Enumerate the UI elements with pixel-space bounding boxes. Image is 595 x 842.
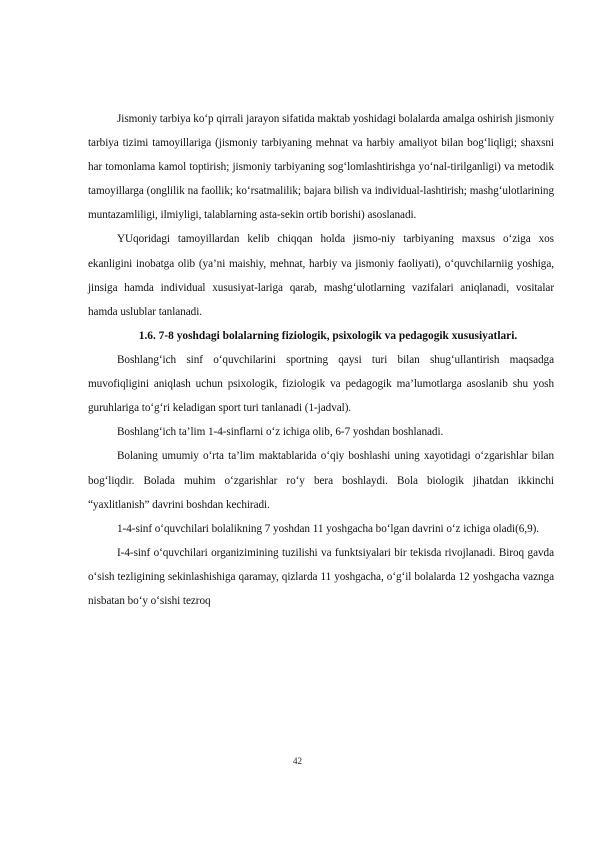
- page-number: 42: [293, 756, 302, 766]
- paragraph-6: 1-4-sinf o‘quvchilari bolalikning 7 yoshdan 11 yoshgacha bo‘lgan davrini o‘z ichiga oladi(6,9).: [117, 522, 540, 535]
- paragraph-5: Bolaning umumiy o‘rta ta’lim maktablarida o‘qiy boshlashi uning xayotidagi o‘zgarishlar bilan bog‘liqdir. Bolada muhim o‘zgarishlar ro‘y bera boshlaydi. Bola biologik jihatdan ikkinchi “yaxlitlanish” davrini boshdan kechiradi.: [88, 450, 554, 511]
- paragraph-1: Jismoniy tarbiya ko‘p qirrali jarayon sifatida maktab yoshidagi bolalarda amalga oshirish jismoniy tarbiya tizimi tamoyillariga (jismoniy tarbiyaning mehnat va harbiy amaliyot bilan bog‘liqligi; shaxsni har tomonlama kamol toptirish; jismoniy tarbiyaning sog‘lomlashtirishga yo‘nal-tirilganligi) va metodik tamoyillarga (onglilik na faollik; ko‘rsatmalilik; bajara bilish va individual-lashtirish; mashg‘ulotlarining muntazamliligi, ilmiyligi, talablarning asta-sekin ortib borishi) asoslanadi.: [88, 113, 554, 222]
- paragraph-7: I-4-sinf o‘quvchilari organizimining tuzilishi va funktsiyalari bir tekisda rivojlanadi. Biroq gavda o‘sish tezligining sekinlashishiga qaramay, qizlarda 11 yoshgacha, o‘g‘il bolalarda 12 yoshgacha vaznga nisbatan bo‘y o‘sishi tezroq: [88, 546, 554, 607]
- paragraph-2: YUqoridagi tamoyillardan kelib chiqqan holda jismo-niy tarbiyaning maxsus o‘ziga xos ekanligini inobatga olib (ya’ni maishiy, mehnat, harbiy va jismoniy faoliyati), o‘quvchilarniig yoshiga, jinsiga hamda individual xususiyat-lariga qarab, mashg‘ulotlarning vazifalari aniqlanadi, vositalar hamda uslublar tanlanadi.: [88, 233, 554, 318]
- page-body: [88, 107, 554, 613]
- paragraph-3: Boshlang‘ich sinf o‘quvchilarini sportning qaysi turi bilan shug‘ullantirish maqsadga muvofiqligini aniqlash uchun psixologik, fiziologik va pedagogik ma’lumotlarga asoslanib shu yosh guruhlariga to‘g‘ri keladigan sport turi tanlanadi (1-jadval).: [88, 354, 554, 415]
- paragraph-4: Boshlang‘ich ta’lim 1-4-sinflarni o‘z ichiga olib, 6-7 yoshdan boshlanadi.: [117, 426, 444, 439]
- section-heading: 1.6. 7-8 yoshdagi bolalarning fiziologik, psixologik va pedagogik xususiyatlari.: [138, 329, 518, 342]
